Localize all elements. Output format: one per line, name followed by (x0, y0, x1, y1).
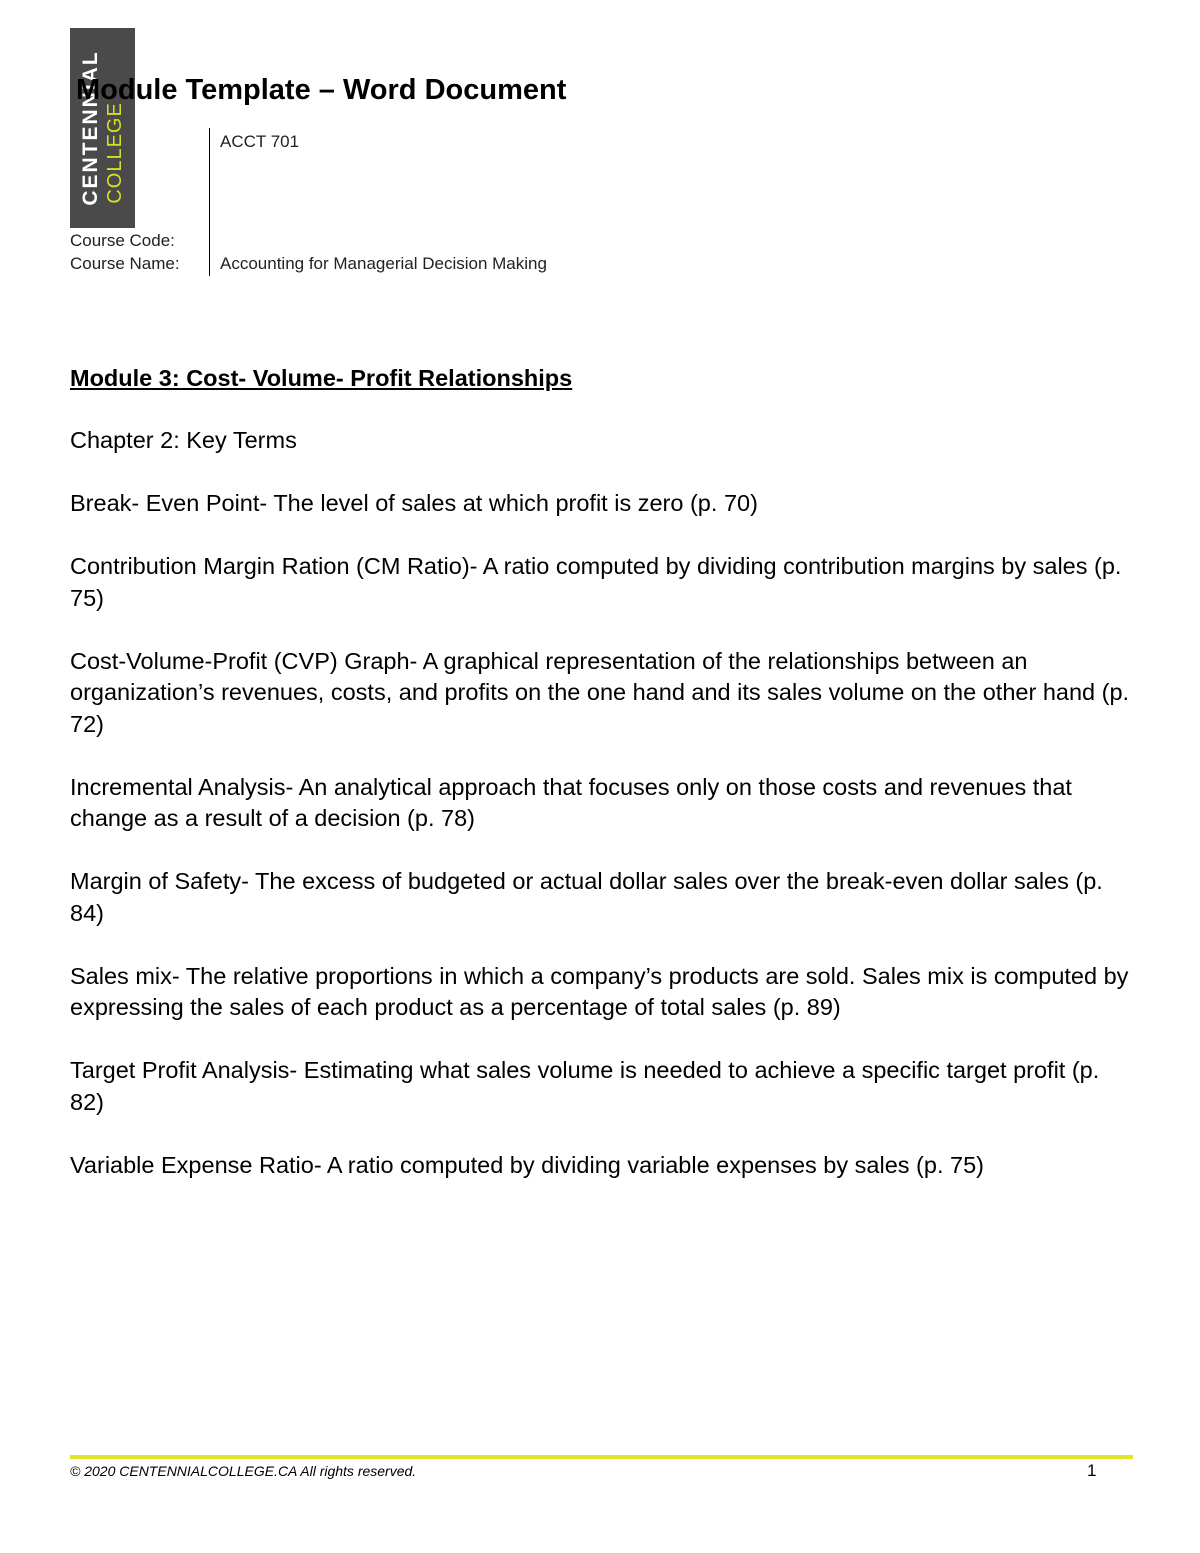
course-name-value: Accounting for Managerial Decision Making (220, 254, 547, 273)
logo-wordmark-centennial: CENTENNIAL (78, 50, 102, 206)
header-divider (209, 128, 210, 276)
term-break-even-point: Break- Even Point- The level of sales at which profit is zero (p. 70) (70, 490, 758, 516)
module-heading: Module 3: Cost- Volume- Profit Relationships (70, 365, 573, 391)
term-contribution-margin-ratio: Contribution Margin Ration (CM Ratio)- A ratio computed by dividing contribution margins by sales (p. 75) (70, 553, 1122, 611)
centennial-college-logo (70, 28, 135, 228)
footer-rule (70, 1455, 1133, 1459)
key-terms-list (70, 488, 1130, 1213)
template-title: Module Template – Word Document (76, 74, 567, 106)
course-code-label: Course Code: (70, 231, 175, 250)
logo-wordmark-college: COLLEGE (103, 102, 126, 204)
term-incremental-analysis: Incremental Analysis- An analytical approach that focuses only on those costs and revenues that change as a result of a decision (p. 78) (70, 773, 1072, 831)
term-target-profit-analysis: Target Profit Analysis- Estimating what sales volume is needed to achieve a specific target profit (p. 82) (70, 1057, 1100, 1115)
term-margin-of-safety: Margin of Safety- The excess of budgeted or actual dollar sales over the break-even dollar sales (p. 84) (70, 868, 1103, 926)
term-variable-expense-ratio: Variable Expense Ratio- A ratio computed by dividing variable expenses by sales (p. 75) (70, 1151, 984, 1178)
page-number: 1 (1087, 1461, 1097, 1480)
term-cvp-graph: Cost-Volume-Profit (CVP) Graph- A graphical representation of the relationships between an organization’s revenues, costs, and profits on the one hand and its sales volume on the other hand (p. 72) (70, 647, 1130, 737)
term-sales-mix: Sales mix- The relative proportions in which a company’s products are sold. Sales mix is computed by expressing the sales of each product as a percentage of total sales (p. 89) (70, 962, 1129, 1020)
course-name-label: Course Name: (70, 254, 180, 273)
chapter-heading: Chapter 2: Key Terms (70, 427, 297, 453)
footer-copyright: © 2020 CENTENNIALCOLLEGE.CA All rights reserved. (70, 1463, 417, 1479)
course-code-value: ACCT 701 (220, 132, 300, 151)
